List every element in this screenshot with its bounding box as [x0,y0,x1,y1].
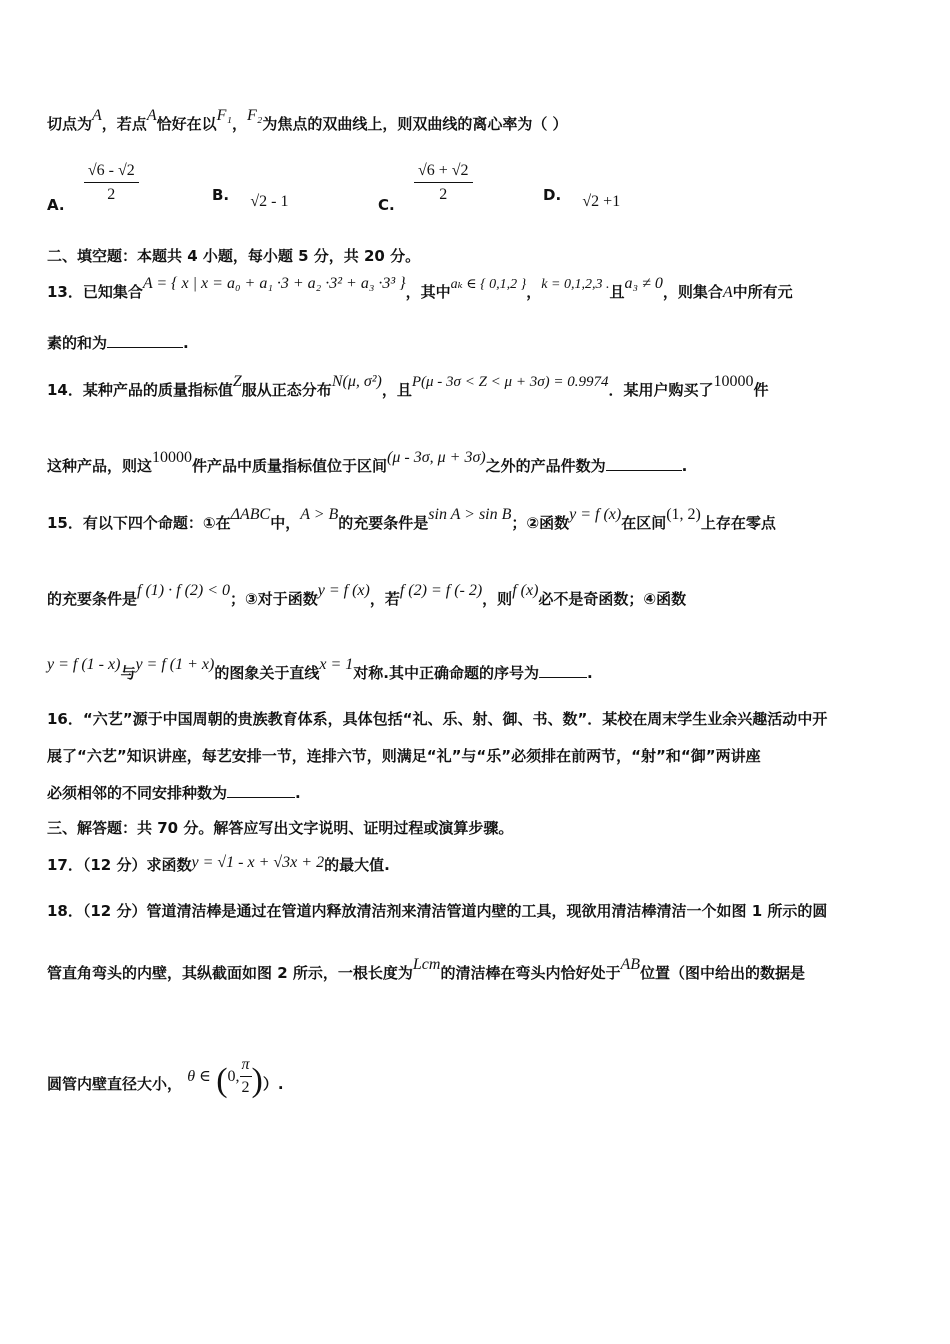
math-line: x = 1 [319,656,354,673]
math-A: A [146,107,157,124]
choice-label: B. [212,186,230,204]
fraction [240,1055,252,1098]
text: 之外的产品件数为 [485,457,606,475]
q15-line1 [47,506,907,534]
text: 位置（图中给出的数据是 [640,964,806,982]
choice-b [212,186,289,210]
math-theta: θ ∈ [187,1068,211,1085]
text: 素的和为 [47,334,108,352]
math-triangle: ΔABC [230,506,271,523]
q16-line1: 16．“六艺”源于中国周朝的贵族教育体系，具体包括“礼、乐、射、御、书、数”．某校在周末学生业余兴趣活动中开 [47,710,828,728]
text: 上存在零点 [700,514,776,532]
text: 为焦点的双曲线上，则双曲线的离心率为（ ） [262,115,568,133]
right-paren: ) [251,1062,263,1099]
text: ；③对于函数 [230,590,318,608]
math-interval: (1, 2) [666,506,701,523]
text: . [295,784,301,802]
math-function: y = √1 - x + √3x + 2 [191,854,325,871]
math-normal: N(μ, σ²) [331,373,382,390]
math-function: y = f (1 - x) [47,656,121,673]
math-equation: f (2) = f (- 2) [399,582,483,599]
text: 15．有以下四个命题：①在 [47,514,231,532]
text: 中所有元 [732,283,793,301]
math-length: Lcm [412,956,441,973]
numerator: π [240,1055,252,1077]
q13-line2 [47,333,907,353]
text: . [183,334,189,352]
q14-line1 [47,373,907,401]
text: 的充要条件是 [47,590,138,608]
text: 必须相邻的不同安排种数为 [47,784,228,802]
q12-tail-line [47,107,907,135]
math-function: y = f (x) [317,582,370,599]
math-function: y = f (1 + x) [135,656,215,673]
text: 必不是奇函数；④函数 [538,590,687,608]
text: ，且 [381,381,412,399]
text: 管直角弯头的内壁，其纵截面如图 2 所示，一根长度为 [47,964,413,982]
fraction [84,162,139,204]
text: 17．（12 分）求函数 [47,856,192,874]
denominator: 2 [107,186,116,203]
text: 中， [270,514,301,532]
text: ，若 [369,590,400,608]
choice-label: D. [543,186,562,204]
math-set: A = { x | x = a₀ + a₁ ·3 + a₂ ·3² + a₃ ·3³ } [142,275,406,292]
math-Z: Z [232,373,242,390]
math-zero: 0, [227,1068,240,1085]
math-condition: f (1) · f (2) < 0 [137,582,231,599]
text: ；②函数 [511,514,570,532]
text: 恰好在以 [156,115,217,133]
math-a3: a₃ ≠ 0 [624,275,663,292]
text: 的图象关于直线 [214,664,320,682]
q16-line3 [47,783,907,803]
q16-line2: 展了“六艺”知识讲座，每艺安排一节，连排六节，则满足“礼”与“乐”必须排在前两节，“射”和“御”两讲座 [47,747,761,765]
text: ，其中 [405,283,451,301]
choice-a [47,162,139,214]
q15-line3 [47,656,907,684]
text: . [586,664,593,682]
math-segment: AB [620,956,641,973]
choice-expr: √2 +1 [582,193,621,210]
math-function: f (x) [512,582,539,599]
math-A: A [722,284,733,301]
text: ，若点 [101,115,147,133]
math-F2: F₂ [246,107,263,124]
math-F1: F₁ [216,107,232,124]
choice-d [543,186,621,210]
left-paren: ( [216,1062,228,1099]
text: 的充要条件是 [338,514,429,532]
text: ）. [262,1075,284,1093]
denominator: 2 [439,186,448,203]
q17-line [47,855,907,876]
choice-expr: √2 - 1 [250,193,289,210]
numerator: √6 - √2 [84,162,139,183]
text: 且 [609,283,625,301]
math-function: y = f (x) [569,506,622,523]
math-number: 10000 [152,449,193,466]
numerator: √6 + √2 [414,162,473,183]
text: ．某用户购买了 [608,381,714,399]
text: ， [526,283,542,301]
math-ak: aₖ ∈ { 0,1,2 } [450,277,527,292]
q15-line2 [47,582,907,610]
text: 圆管内壁直径大小， [47,1075,183,1093]
math-probability: P(μ - 3σ < Z < μ + 3σ) = 0.9974 [411,374,609,390]
text: 的清洁棒在弯头内恰好处于 [440,964,621,982]
answer-blank[interactable] [606,456,682,471]
text: 对称.其中正确命题的序号为 [353,664,539,682]
text: 服从正态分布 [241,381,332,399]
text: 这种产品，则这 [47,457,153,475]
section-heading: 二、填空题：本题共 4 小题，每小题 5 分，共 20 分。 [47,247,421,265]
text: . [681,457,688,475]
q18-line3 [47,1056,907,1106]
text: ，则集合 [662,283,723,301]
q13-line1 [47,275,907,304]
answer-blank[interactable] [539,663,587,678]
math-A: A [92,107,102,124]
text: ，则 [482,590,513,608]
text: 的最大值. [324,856,390,874]
text: ， [231,115,247,133]
answer-blank[interactable] [107,333,183,348]
denominator: 2 [241,1079,250,1096]
math-inequality: A > B [300,506,339,523]
fraction [414,162,473,204]
math-interval: (μ - 3σ, μ + 3σ) [387,449,486,466]
math-number: 10000 [713,373,754,390]
q18-line1: 18．（12 分）管道清洁棒是通过在管道内释放清洁剂来清洁管道内壁的工具，现欲用清洁棒清洁一个如图 1 所示的圆 [47,902,828,920]
section-heading: 三、解答题：共 70 分。解答应写出文字说明、证明过程或演算步骤。 [47,819,514,837]
choice-label: C. [378,195,395,214]
text: 件产品中质量指标值位于区间 [192,457,388,475]
math-k: k = 0,1,2,3 . [541,277,610,292]
text: 件 [753,381,769,399]
text: 在区间 [621,514,667,532]
text: 13．已知集合 [47,283,143,301]
q14-line2 [47,449,907,477]
choice-c [378,162,473,214]
math-sine: sin A > sin B [428,506,512,523]
answer-blank[interactable] [227,783,295,798]
text: 与 [120,664,136,682]
choice-label: A. [47,195,65,214]
text: 14．某种产品的质量指标值 [47,381,233,399]
text: 切点为 [47,115,93,133]
q18-line2 [47,956,907,984]
